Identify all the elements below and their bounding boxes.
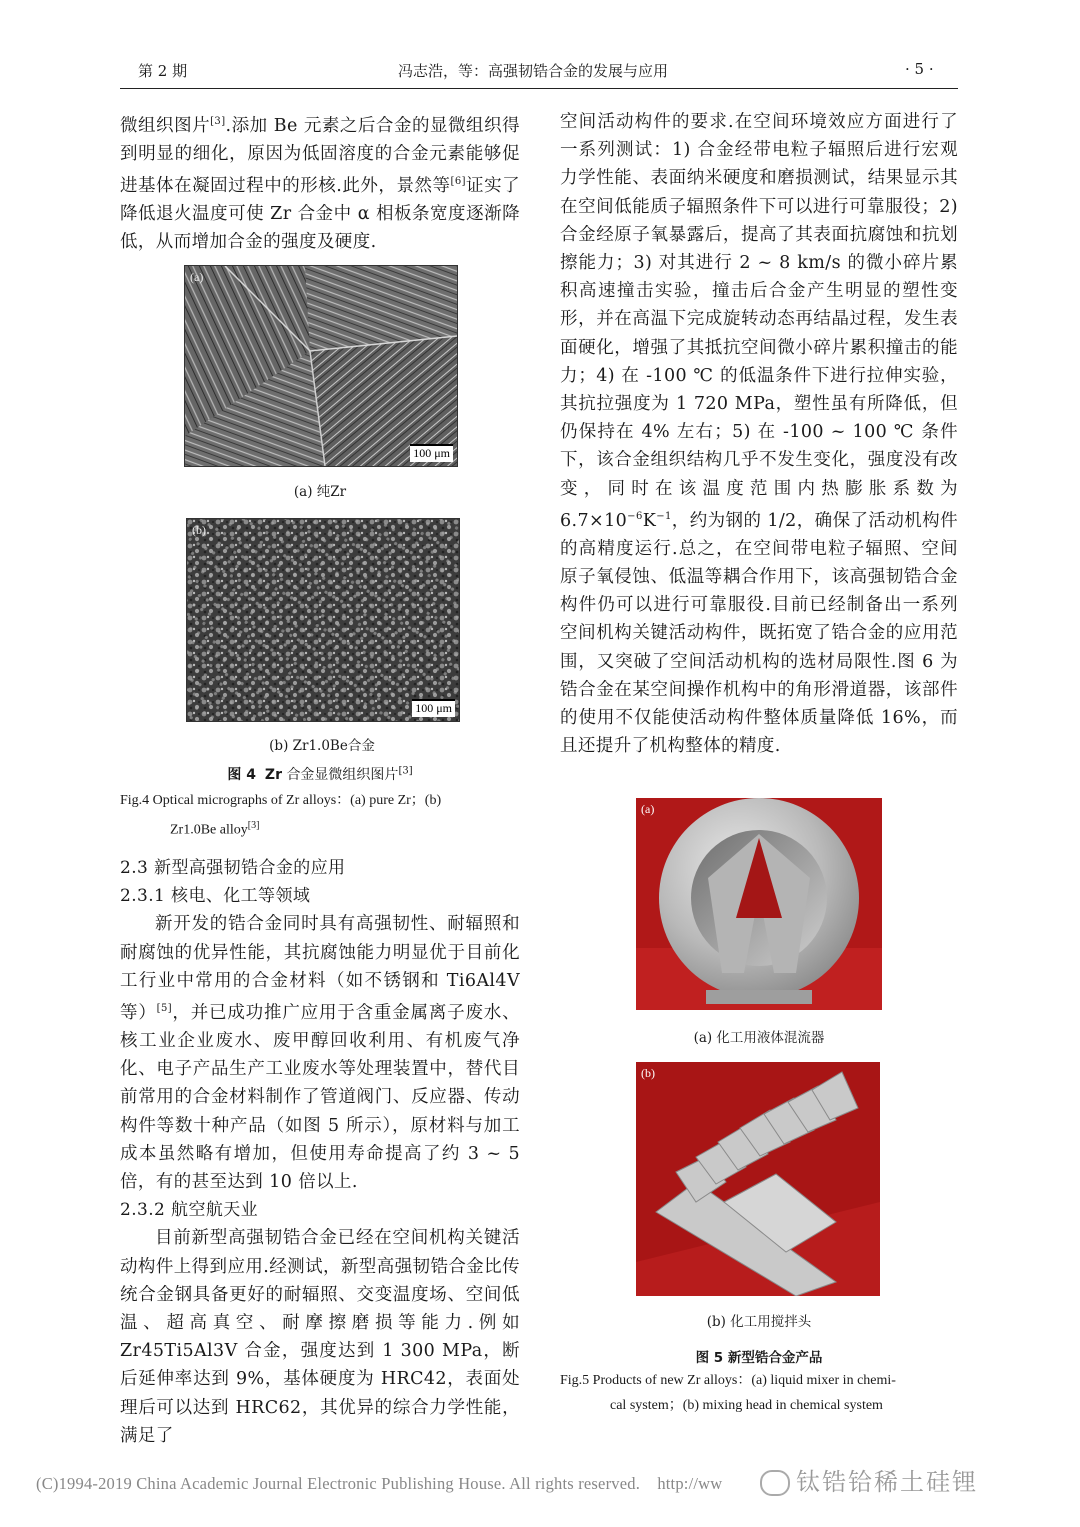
right-paragraph: 空间活动构件的要求.在空间环境效应方面进行了一系列测试：1) 合金经带电粒子辐照后进行宏观力学性能、表面纳米硬度和磨损测试，结果显示其在空间低能质子辐照条件下可以进行可靠服役；2) 合金经原子氧暴露后，提高了其表面抗腐蚀和抗划擦能力；3) 对其进行 2 ~ 8 km/s 的微小碎片累积高速撞击实验，撞击后合金产生明显的塑性变形，并在高温下完成旋转动态再结晶过程，发生表面硬化，增强了其抵抗空间微小碎片累积撞击的能力；4) 在 -100 ℃ 的低温条件下进行拉伸实验，其抗拉强度为 1 720 MPa，塑性虽有所降低，但仍保持在 4% 左右；5) 在 -100 ~ 100 ℃ 条件下，该合金组织结构几乎不发生变化，强度没有改变，同时在该温度范围内热膨胀系数为 $6.7\times 10^{-6}K^{-1}$，约为钢的 1/2，确保了活动机构件的高精度运行.总之，在空间带电粒子辐照、空间原子氧侵蚀、低温等耦合作用下，该高强韧锆合金构件仍可以进行可靠服役.目前已经制备出一系列空间机构关键活动构件，既拓宽了锆合金的应用范围，又突破了空间活动机构的选材局限性.图 6 为锆合金在某空间操作机构中的角形滑道器，该部件的使用不仅能使活动构件整体质量降低 16%，而且还提升了机构整体的精度.	[560, 112, 958, 757]
fig4-title: 图 4 Zr 合金显微组织图片[3]	[227, 765, 413, 783]
fig5-english-caption: Fig.5 Products of new Zr alloys：(a) liquid mixer in chemi- cal system；(b) mixing head in chemical system	[560, 1373, 896, 1413]
page-number: · 5 ·	[905, 60, 934, 78]
fig4a-caption: (a) 纯Zr	[293, 484, 347, 500]
section-2-3-heading: 2.3 新型高强韧锆合金的应用	[120, 858, 346, 878]
fig5b-caption: (b) 化工用搅拌头	[706, 1314, 812, 1330]
section-2-3-1-heading: 2.3.1 核电、化工等领域	[120, 886, 311, 907]
fig4b-label: (b)	[192, 523, 206, 537]
wechat-icon	[760, 1470, 790, 1496]
section-2-3-2-heading: 2.3.2 航空航天业	[120, 1200, 259, 1221]
fig5b-label: (b)	[641, 1066, 655, 1080]
fig4a-scale-bar: 100 μm	[410, 444, 453, 462]
fig5b-photo	[636, 1062, 880, 1296]
fig5a-photo	[636, 798, 882, 1010]
fig5a-label: (a)	[641, 802, 655, 816]
journal-issue: 第 2 期	[138, 62, 188, 80]
running-title: 冯志浩，等：高强韧锆合金的发展与应用	[398, 62, 669, 80]
fig5a-caption: (a) 化工用液体混流器	[693, 1030, 825, 1046]
fig4a-micrograph	[184, 265, 458, 467]
header-rule	[120, 88, 958, 89]
watermark: 钛锆铪稀土硅锂	[760, 1462, 978, 1497]
fig5-title: 图 5 新型锆合金产品	[695, 1350, 823, 1366]
fig4b-micrograph	[186, 518, 460, 722]
left-section-text: 2.3 新型高强韧锆合金的应用 2.3.1 核电、化工等领域 新开发的锆合金同时具有高强韧性、耐辐照和耐腐蚀的优异性能，其抗腐蚀能力明显优于目前化工行业中常用的合金材料（如不锈钢和 Ti6Al4V 等）[5]，并已成功推广应用于含重金属离子废水、核工业企业废水、废甲醇回收利用、有机废气净化、电子产品生产工业废水等处理装置中，替代目前常用的合金材料制作了管道阀门、反应器、传动构件等数十种产品（如图 5 所示），原材料与加工成本虽然略有增加，但使用寿命提高了约 3 ~ 5 倍，有的甚至达到 10 倍以上. 2.3.2 航空航天业 目前新型高强韧锆合金已经在空间机构关键活动构件上得到应用.经测试，新型高强韧锆合金比传统合金钢具备更好的耐辐照、交变温度场、空间低温、超高真空、耐摩擦磨损等能力.例如 Zr45Ti5Al3V 合金，强度达到 1 300 MPa，断后延伸率达到 9%，基体硬度为 HRC42，表面处理后可以达到 HRC62，其优异的综合力学性能，满足了	[120, 854, 520, 1450]
fig4b-scale-bar: 100 μm	[412, 699, 455, 717]
copyright-footer: (C)1994-2019 China Academic Journal Electronic Publishing House. All rights reserved. http://ww	[36, 1474, 723, 1493]
fig4-english-caption: Fig.4 Optical micrographs of Zr alloys：(a) pure Zr；(b) Zr1.0Be alloy[3]	[120, 793, 442, 838]
fig4a-label: (a)	[190, 270, 204, 284]
left-paragraph-1: 微组织图片[3].添加 Be 元素之后合金的显微组织得到明显的细化，原因为低固溶度的合金元素能够促进基体在凝固过程中的形核.此外，景然等[6]证实了降低退火温度可使 Zr 合金中 α 相板条宽度逐渐降低，从而增加合金的强度及硬度.	[120, 115, 520, 253]
fig4b-caption: (b) Zr1.0Be合金	[269, 738, 375, 754]
